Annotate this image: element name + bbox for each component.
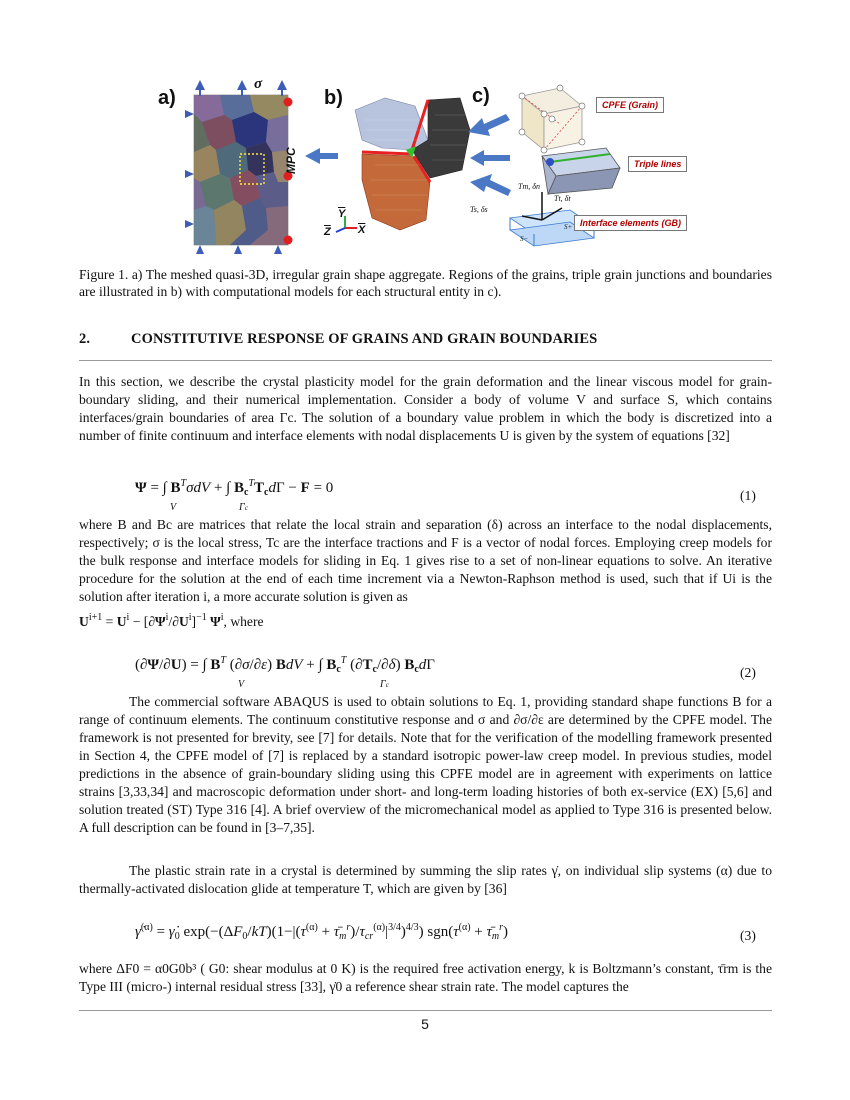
footer-rule [79,1010,772,1011]
eq2-limit-v: V [238,679,245,690]
arrow-c-to-b-bottom [470,174,511,196]
equation-2: (∂Ψ/∂U) = ∫ $B^T$ (∂σ/∂ε) BdV + ∫ $B_c^T$ $(\partial T_c/\partial\delta)$ $B_cd\Gamma$ [135,655,435,675]
mpc-label: MPC [284,147,298,174]
panel-c-label: c) [472,85,490,107]
newton-raphson-update: $U^{i+1} = U^i - [\partial\Psi^i/\partial U^i]^{-1}$ $\Psi^i$, where [79,612,264,629]
eq1-limit-v: V [170,502,177,513]
figure-caption: Figure 1. a) The meshed quasi-3D, irregular grain shape aggregate. Regions of the grains, triple grain junctions and boundaries are illustrated in b) with computational models for each structural entity in c). [79,267,772,299]
paragraph-3 [79,693,772,837]
sigma-label: σ [254,76,263,92]
section-number: 2. [79,331,91,347]
equation-2-number: (2) [740,665,756,680]
arrow-b-to-a [305,148,338,164]
newton-raphson-tail: , where [223,614,264,629]
panel-b-label: b) [324,87,343,109]
section-title: CONSTITUTIVE RESPONSE OF GRAINS AND GRAIN BOUNDARIES [131,331,598,347]
triple-line-prism [542,148,620,194]
equation-3: γ̇$^{(\alpha)}$ = $\gammȧ_0$ $\exp(-(\Delta F_0/kT)(1-|(\tau^{(\alpha)}$ + $\taū_m^r)/\tau_{cr}^{(\alpha)}|^{3/4})^{4/3}$) $sgn(\tau^{(\alpha)}$ + $\taū_m^r$) [135,922,509,942]
panel-a-label: a) [158,87,176,109]
section-heading [79,331,597,348]
paragraph-1: In this section, we describe the crystal plasticity model for the grain deformation and the linear viscous model for grain-boundary sliding, and their numerical implementation. Consider a body of volume V and surface S, which contains interfaces/grain boundaries of area Γc. The solution of a boundary value problem in which the body is discretized into a number of finite continuum and interface elements with nodal displacements U is given by the system of equations [32] [79,374,772,443]
eq2-limit-gamma: Γc [380,679,389,690]
paragraph-2: where B and Bc are matrices that relate the local strain and separation (δ) across an interface to the nodal displacements, respectively; σ is the local stress, Tc are the interface tractions and F is a vector of nodal forces. Employing creep models for the bulk response and interface models for sliding in Eq. 1 gives rise to a set of non-linear equations to solve. An iterative procedure for the solution at the end of each time increment via a Newton-Raphson method is used, such that if Ui is the solution after iteration i, a more accurate solution is given as [79,517,772,604]
arrow-c-to-b-mid [470,150,510,166]
callout-cpfe-grain: CPFE (Grain) [596,97,664,113]
arrow-c-to-b-top [468,114,510,136]
equation-1-number: (1) [740,488,756,503]
page-number: 5 [421,1016,429,1032]
paragraph-5: where ΔF0 = α0G0b³ ( G0: shear modulus at 0 K) is the required free activation energy, k is Boltzmann’s constant, τ̄rm is the Type III (micro-) internal residual stress [33], γ̇0 a reference shear strain rate. The model captures the [79,961,772,994]
callout-interface-elements: Interface elements (GB) [574,215,687,231]
figure-1 [150,70,710,260]
equation-1: Ψ = ∫ $B^T\sigma dV$ + ∫ $B_c^TT_cd\Gamma - F = 0$ [135,478,334,498]
paragraph-3-text: The commercial software ABAQUS is used to obtain solutions to Eq. 1, providing standard shape functions B for a range of continuum elements. The continuum constitutive response and σ and ∂σ/∂ε are determined by the CPFE model. The framework is not presented for brevity, see [7] for details. Note that for the verification of the modelling framework presented in Section 4, the CPFE model of [7] is replaced by a standard isotropic power-law creep model. In previous studies, model predictions in the absence of grain-boundary sliding using this CPFE model are in agreement with experiments on lattice strains [3,33,34] and macroscopic deformation under short- and long-term loading histories of both ex-service (EX) [5,6] and solution treated (ST) Type 316 [4]. A brief overview of the micromechanical model as applied to Type 316 is presented below. A full description can be found in [3–7,35]. [79,694,772,835]
callout-triple-lines: Triple lines [628,156,687,172]
paragraph-4 [79,862,772,898]
section-rule [79,360,772,361]
axis-x-label: $\overline{X}$ [358,224,366,236]
paragraph-4-text: The plastic strain rate in a crystal is determined by summing the slip rates γ̇, on individual slip systems (α) due to thermally-activated dislocation glide at temperature T, which are given by [36] [79,863,772,896]
traction-ts-label: Ts, δs [470,205,488,214]
surface-s-plus-label: S+ [564,223,573,231]
axis-z-label: $\overline{Z}$ [324,226,331,238]
axis-y-label: $\overline{Y}$ [338,208,346,220]
equation-3-number: (3) [740,928,756,943]
surface-s-minus-label: S− [520,235,529,243]
eq1-limit-gamma: Γc [239,502,248,513]
traction-tm-label: Tm, δn [518,182,540,191]
traction-tt-label: Tt, δt [554,194,571,203]
